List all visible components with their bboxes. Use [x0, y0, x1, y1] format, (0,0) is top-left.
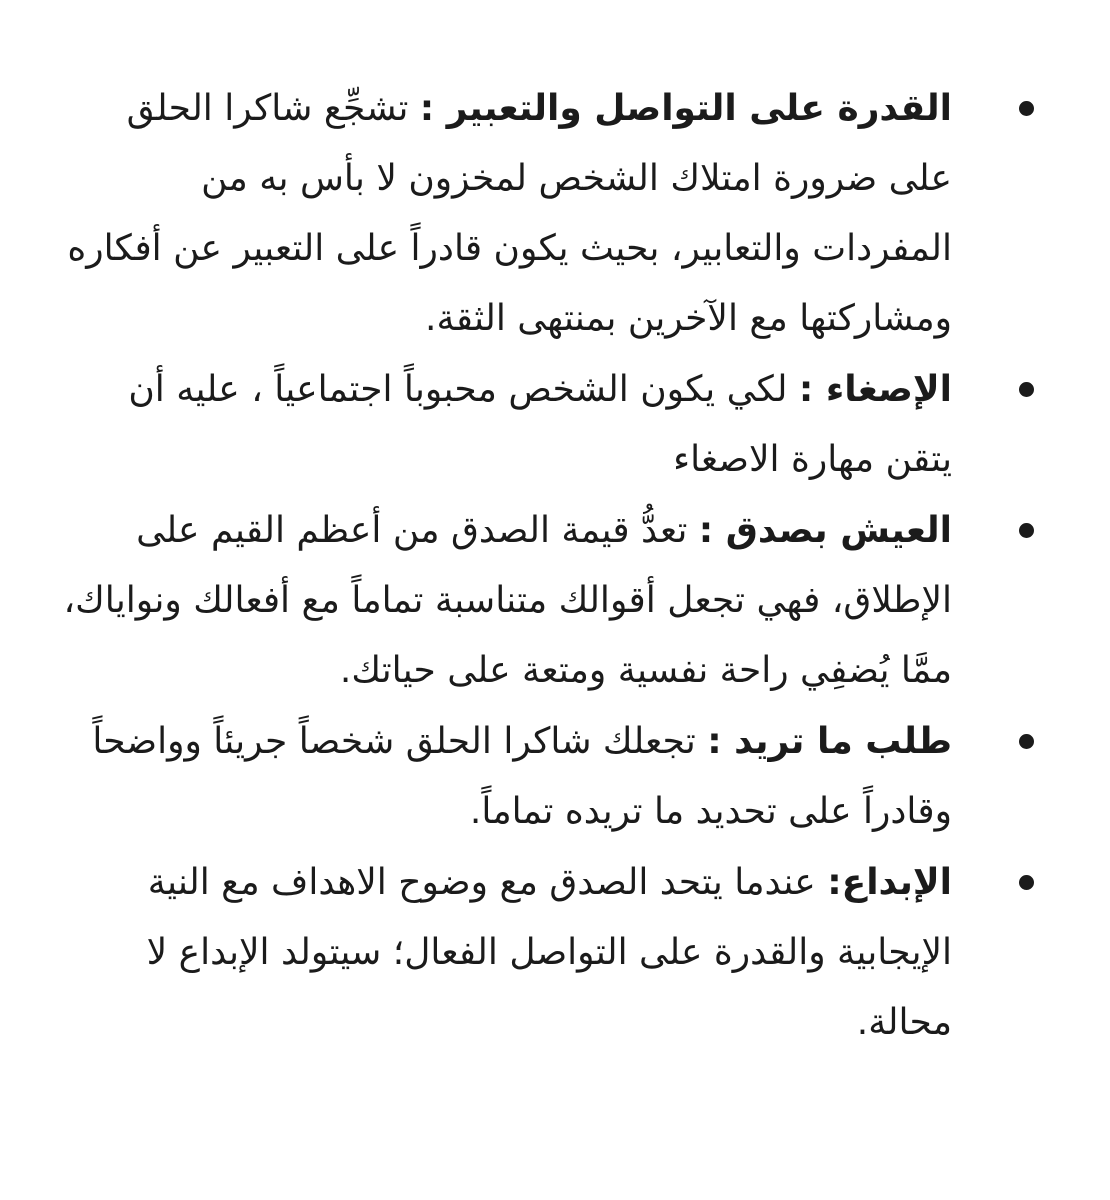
bullet-icon	[1019, 382, 1034, 397]
item-term: العيش بصدق :	[698, 510, 952, 551]
list-item-honesty	[60, 496, 1052, 706]
item-text: عندما يتحد الصدق مع وضوح الاهداف مع النية الإيجابية والقدرة على التواصل الفعال؛ سيتولد الإبداع لا محالة.	[146, 862, 952, 1043]
item-term: طلب ما تريد :	[707, 721, 952, 762]
list-item-asking	[60, 707, 1052, 847]
bullet-icon	[1019, 523, 1034, 538]
list-item-communication	[60, 74, 1052, 354]
item-text: تجعلك شاكرا الحلق شخصاً جريئاً وواضحاً وقادراً على تحديد ما تريده تماماً.	[92, 721, 952, 832]
item-text: تعدُّ قيمة الصدق من أعظم القيم على الإطلاق، فهي تجعل أقوالك متناسبة تماماً مع أفعالك ونواياك، ممَّا يُضفِي راحة نفسية ومتعة على حياتك.	[63, 510, 952, 691]
list-item-creativity	[60, 848, 1052, 1058]
bullet-list	[60, 74, 1052, 1058]
bullet-icon	[1019, 875, 1034, 890]
bullet-icon	[1019, 734, 1034, 749]
item-text: لكي يكون الشخص محبوباً اجتماعياً ، عليه أن يتقن مهارة الاصغاء	[128, 369, 952, 480]
item-text: تشجِّع شاكرا الحلق على ضرورة امتلاك الشخص لمخزون لا بأس به من المفردات والتعابير، بحيث يكون قادراً على التعبير عن أفكاره ومشاركتها مع الآخرين بمنتهى الثقة.	[67, 88, 952, 339]
bullet-icon	[1019, 101, 1034, 116]
item-term: الإبداع:	[827, 862, 952, 903]
item-term: الإصغاء :	[798, 369, 952, 410]
list-item-listening	[60, 355, 1052, 495]
item-term: القدرة على التواصل والتعبير :	[419, 88, 952, 129]
